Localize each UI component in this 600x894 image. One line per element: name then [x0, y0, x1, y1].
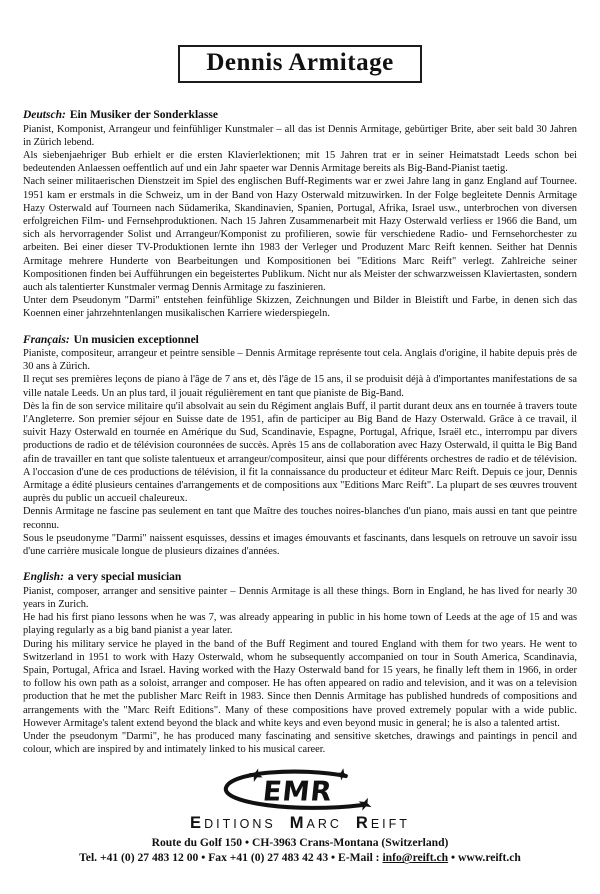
emr-logo-text: EMR [261, 777, 334, 809]
section-german [23, 109, 577, 321]
french-paragraph: Dennis Armitage ne fascine pas seulement en tant que Maître des touches noires-blanches d'un piano, mais aussi en tant que peintre reconnu. [23, 506, 577, 531]
french-heading-text: Un musicien exceptionnel [73, 333, 199, 346]
section-english-heading [23, 571, 577, 585]
english-paragraph: Under the pseudonym "Darmi", he has produced many fascinating and sensitive sketches, drawings and paintings in pencil and colour, which are inspired by and intimately linked to his musical career. [23, 731, 577, 756]
french-paragraph: Dès la fin de son service militaire qu'il absolvait au sein du Régiment anglais Buff, il partit durant deux ans en tournée à travers toute l'Angleterre. Son premier séjour en Suisse date de 1951, afin de participer au Big Band de Hazy Osterwald. Grâce à ce travail, il suivit Hazy Osterwald en tournée en Amérique du Sud, Scandinavie, Espagne, Portugal, Afrique, Israël etc., interrompu par divers productions de radio et de télévision couronnées de succès. Après 15 ans de collaboration avec Hazy Osterwald, il quitta le Big Band afin de travailler en tant que soliste talentueux et arrangeur/compositeur, ainsi que pour différents orchestres de radio et de télévision. A l'occasion d'une de ces productions de télévision, il fit la connaissance du producteur et éditeur Marc Reift. Depuis ce jour, Dennis Armitage a édité plusieurs centaines d'arrangements et de compositions aux "Editions Marc Reift". La plupart de ses œuvres trouvent auprès du public un accueil chaleureux. [23, 400, 577, 505]
french-lang-label: Français: [23, 333, 70, 346]
emr-logo-graphic [212, 769, 388, 813]
english-paragraph: Pianist, composer, arranger and sensitive painter – Dennis Armitage is all these things. Born in England, he has lived for nearly 30 years in Zurich. [23, 585, 577, 610]
german-paragraph: Pianist, Komponist, Arrangeur und feinfühliger Kunstmaler – all das ist Dennis Armitage, gebürtiger Brite, aber seit bald 30 Jahren in Zürich lebend. [23, 123, 577, 148]
section-french-heading [23, 334, 577, 348]
section-german-heading [23, 109, 577, 123]
page-title: Dennis Armitage [206, 49, 394, 76]
english-paragraph: He had his first piano lessons when he was 7, was already appearing in public in his home town of Leeds at the age of 15 and was playing regularly as a big band pianist a year later. [23, 612, 577, 637]
contact-prefix: Tel. +41 (0) 27 483 12 00 • Fax +41 (0) 27 483 42 43 • E-Mail : [79, 851, 383, 865]
german-paragraph: Als siebenjaehriger Bub erhielt er die ersten Klavierlektionen; mit 15 Jahren trat er in seiner Heimatstadt Leeds schon bei bedeutenden Anlaessen oeffentlich auf und ein Jahr spaeter war Dennis Armitage bereits als Big-Band-Pianist taetig. [23, 149, 577, 175]
french-paragraph: Pianiste, compositeur, arrangeur et peintre sensible – Dennis Armitage représente tout cela. Anglais d'origine, il habite depuis près de 30 ans à Zürich. [23, 348, 577, 373]
french-paragraph: Il reçut ses premières leçons de piano à l'âge de 7 ans et, dès l'âge de 15 ans, il se produisit déjà à d'importantes manifestations de sa ville natale Leeds. Un an plus tard, il jouait régulièrement en tant que pianiste de Big-Band. [23, 374, 577, 399]
document-page [0, 45, 600, 894]
german-paragraph: Nach seiner militaerischen Dienstzeit im Spiel des englischen Buff-Regiments war er zwei Jahre lang in ganz England auf Tournee. 1951 kam er erstmals in die Schweiz, um in der Band von Hazy Osterwald mitzuwirken. In der Folge begleitete Dennis Armitage Hazy Osterwald auf Tourneen nach Südamerika, Skandinavien, Spanien, Portugal, Afrika, Israel usw., unterbrochen von diversen erfolgreichen Film- und Fernsehproduktionen. Nach 15 Jahren Zusammenarbeit mit Hazy Osterwald verliess er 1966 die Band, um sich als hervorragender Solist und Arrangeur/Komponist zu profilieren, sowie für verschiedene Radio- und Fernsehorchester zu arbeiten. Bei einer dieser TV-Produktionen lernte ihn 1983 der Verleger und Produzent Marc Reift kennen. Seither hat Dennis Armitage mehrere Hunderte von Bearbeitungen und Kompositionen bei "Editions Marc Reift" verlegt. Zahlreiche seiner Kompositionen finden bei Aufführungen ein begeistertes Publikum. Nicht nur als Meister der schwarzweissen Klaviertasten, sondern auch als talentierter Kunstmaler vermag Dennis Armitage zu faszinieren. [23, 176, 577, 293]
publisher-footer [23, 769, 577, 865]
contact-separator: • [448, 851, 458, 865]
german-heading-text: Ein Musiker der Sonderklasse [69, 109, 218, 121]
german-lang-label: Deutsch: [23, 109, 66, 121]
email-link[interactable]: info@reift.ch [382, 851, 449, 865]
emr-logo [23, 769, 577, 813]
english-lang-label: English: [23, 571, 64, 584]
website-text: www.reift.ch [457, 851, 521, 865]
german-paragraph: Unter dem Pseudonym "Darmi" entstehen feinfühlige Skizzen, Zeichnungen und Bilder in Bleistift und Farbe, in denen sich das Koennen einer jahrzehntenlangen musikalischen Karriere wiederspiegeln. [23, 295, 577, 320]
french-paragraph: Sous le pseudonyme "Darmi" naissent esquisses, dessins et images émouvants et fascinants, dans lesquels on retrouve un savoir issu d'une carrière musicale longue de plusieurs dizaines d'années. [23, 532, 577, 558]
section-english [23, 571, 577, 756]
publisher-address: Route du Golf 150 • CH-3963 Crans-Montana (Switzerland) [151, 836, 449, 850]
english-heading-text: a very special musician [67, 571, 182, 584]
page-title-box [178, 45, 421, 83]
publisher-name: EDITIONS MARC REIFT [190, 814, 410, 833]
english-paragraph: During his military service he played in the band of the Buff Regiment and toured England with them for two years. He went to Switzerland in 1951 to work with Hazy Osterwald, whom he subsequently accompanied on tour in South America, Scandinavia, Spain, Portugal, Africa and Israel. Having worked with the Hazy Osterwald band for 15 years, he finally left them in 1966, in order to follow his own path as a soloist, arranger and composer. He has often appeared on radio and television, and it was on a television production that he met the publisher Marc Reift in 1983. Since then Dennis Armitage has published hundreds of compositions and arrangements with the "Marc Reift Editions". Many of these compositions have proved extremely popular with a wide public. However Armitage's talent extend beyond the black and white keys and even beyond music in general; he is also a talented artist. [23, 638, 577, 729]
contact-line [23, 850, 577, 865]
section-french [23, 334, 577, 559]
